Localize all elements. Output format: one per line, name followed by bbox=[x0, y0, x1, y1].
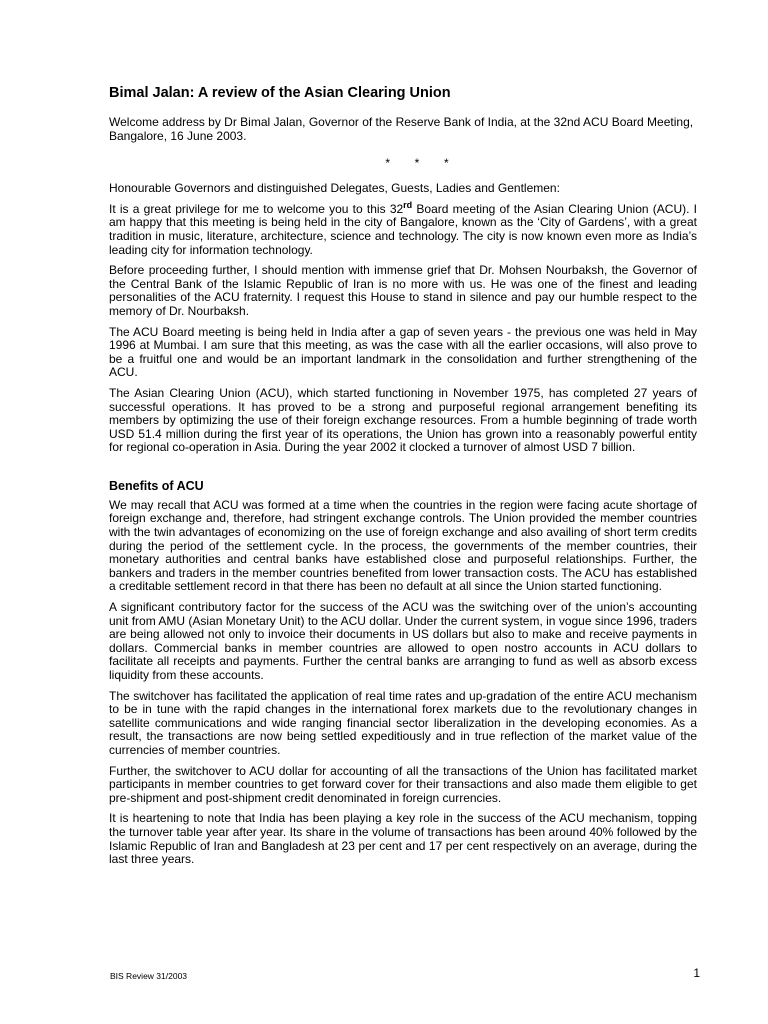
paragraph-welcome bbox=[109, 199, 697, 257]
paragraph-meeting: The ACU Board meeting is being held in India after a gap of seven years - the previous one was held in May 1996 at Mumbai. I am sure that this meeting, as was the case with all the earlier occasions, will also prove to be a fruitful one and would be an important landmark in the consolidation and further strengthening of the ACU. bbox=[109, 324, 697, 380]
paragraph-condolence: Before proceeding further, I should mention with immense grief that Dr. Mohsen Nourbaksh, the Governor of the Central Bank of the Islamic Republic of Iran is no more with us. He was one of the finest and leading personalities of the ACU fraternity. I request this House to stand in silence and pay our humble respect to the memory of Dr. Nourbaksh. bbox=[109, 263, 697, 318]
paragraph-forward-cover: Further, the switchover to ACU dollar for accounting of all the transactions of the Union has facilitated market participants in member countries to get forward cover for their transactions and also made them eligible to get pre-shipment and post-shipment credit denominated in foreign currencies. bbox=[109, 763, 697, 805]
paragraph-history: The Asian Clearing Union (ACU), which started functioning in November 1975, has completed 27 years of successful operations. It has proved to be a strong and purposeful regional arrangement benefiting its members by optimizing the use of their foreign exchange resources. From a humble beginning of trade worth USD 51.4 million during the first year of its operations, the Union has grown into a reasonably powerful entity for regional co-operation in Asia. During the year 2002 it clocked a turnover of almost USD 7 billion. bbox=[109, 385, 697, 455]
separator-star: * bbox=[385, 156, 390, 171]
page-number: 1 bbox=[693, 966, 700, 980]
paragraph-switchover: The switchover has facilitated the application of real time rates and up-gradation of the entire ACU mechanism to be in tune with the rapid changes in the international forex markets due to the revolutionary changes in satellite communications and wide ranging financial sector liberalization in the developing economies. As a result, the transactions are now being settled expeditiously and in true reflection of the market value of the currencies of member countries. bbox=[109, 688, 697, 757]
separator-star: * bbox=[444, 156, 449, 171]
paragraph-benefits: We may recall that ACU was formed at a time when the countries in the region were facing acute shortage of foreign exchange and, therefore, had stringent exchange controls. The Union provided the member countries with the twin advantages of economizing on the use of foreign exchange and also availing of short term credits during the period of the settlement cycle. In the process, the governments of the member countries, their monetary authorities and central banks have established close and purposeful relationships. Further, the bankers and traders in the member countries benefited from lower transaction costs. The ACU has established a creditable settlement record in that there has been no default at all since the Union started functioning. bbox=[109, 497, 697, 594]
document-title: Bimal Jalan: A review of the Asian Clearing Union bbox=[109, 85, 451, 101]
paragraph-acu-dollar: A significant contributory factor for the success of the ACU was the switching over of the union’s accounting unit from AMU (Asian Monetary Unit) to the ACU dollar. Under the current system, in vogue since 1996, traders are being allowed not only to invoice their documents in US dollars but also to make and receive payments in dollars. Commercial banks in member countries are allowed to open nostro accounts in ACU dollars to facilitate all receipts and payments. Further the central banks are arranging to fund as well as absorb excess liquidity from these accounts. bbox=[109, 600, 697, 682]
section-heading: Benefits of ACU bbox=[109, 478, 204, 493]
salutation: Honourable Governors and distinguished Delegates, Guests, Ladies and Gentlemen: bbox=[109, 181, 560, 196]
footer-source: BIS Review 31/2003 bbox=[110, 971, 188, 981]
section-separator bbox=[109, 156, 697, 170]
separator-star: * bbox=[414, 156, 420, 171]
paragraph-india-role: It is heartening to note that India has been playing a key role in the success of the ACU mechanism, topping the turnover table year after year. Its share in the volume of transactions has been around 40% followed by the Islamic Republic of Iran and Bangladesh at 23 per cent and 17 per cent respectively on an average, during the last three years. bbox=[109, 811, 697, 867]
lead-paragraph: Welcome address by Dr Bimal Jalan, Governor of the Reserve Bank of India, at the 32nd ACU Board Meeting, Bangalore, 16 June 2003. bbox=[109, 115, 694, 143]
document-body bbox=[109, 84, 697, 867]
ordinal-suffix: rd bbox=[403, 199, 413, 210]
paragraph-text: It is a great privilege for me to welcome you to this 32 bbox=[109, 201, 404, 216]
paragraph-text: Board meeting of the Asian Clearing Union (ACU). I am happy that this meeting is being held in the city of Bangalore, known as the ‘City of Gardens’, with a great tradition in music, literature, architecture, science and technology. The city is now known even more as India’s leading city for information technology. bbox=[109, 201, 697, 257]
